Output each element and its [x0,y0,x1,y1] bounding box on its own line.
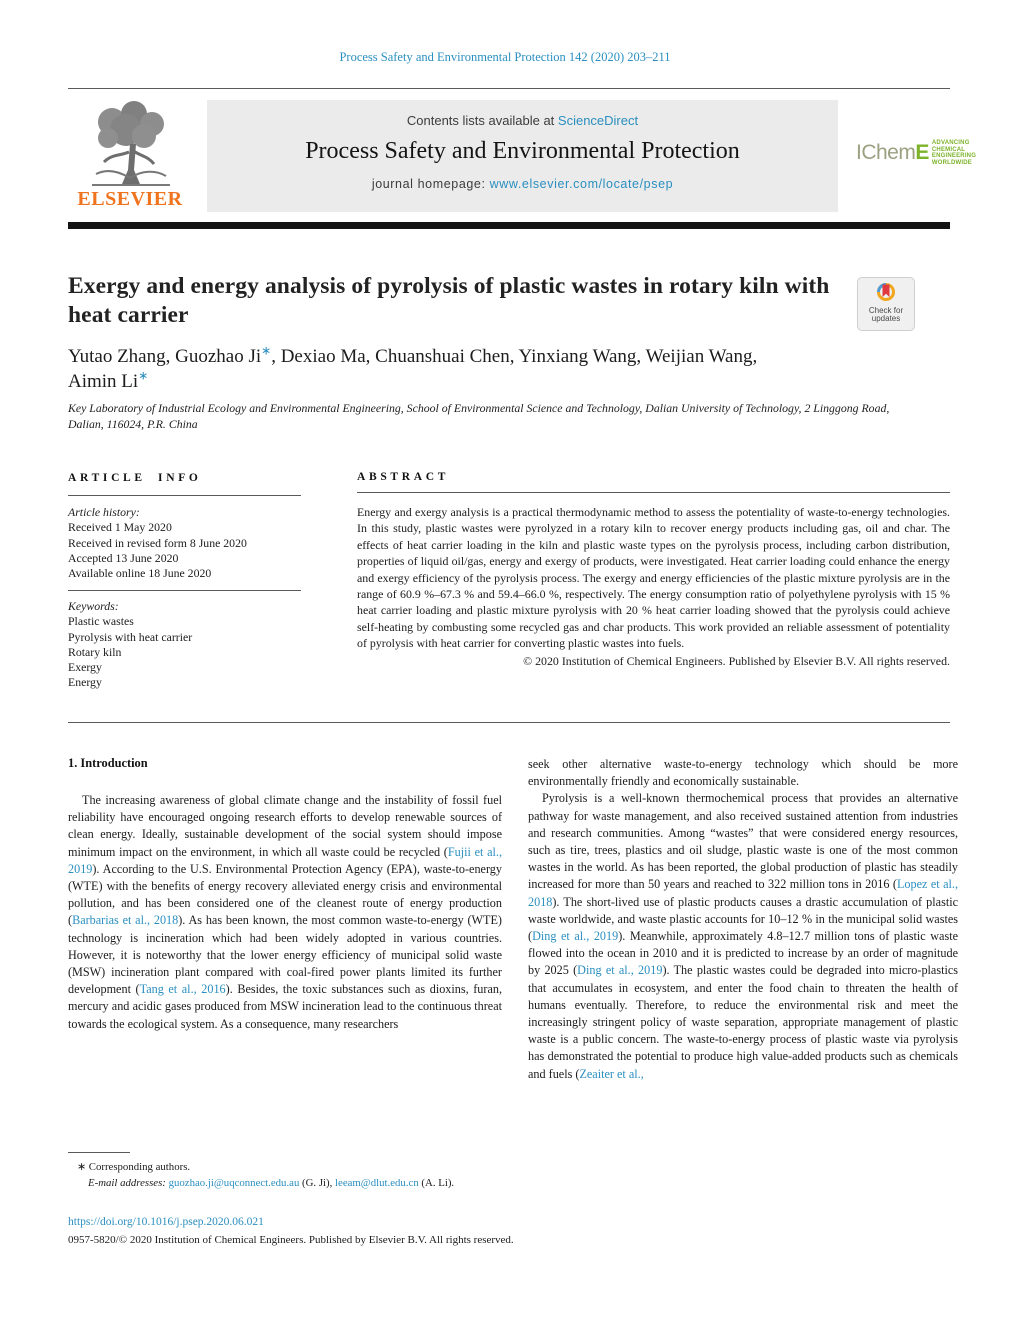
history-item: Received 1 May 2020 [68,520,172,535]
abstract-copyright: © 2020 Institution of Chemical Engineers. Published by Elsevier B.V. All rights reserved. [523,653,950,668]
keyword-item: Energy [68,675,102,690]
text-segment: (A. Li). [418,1176,455,1189]
abstract-text: Energy and exergy analysis is a practical thermodynamic method to assess the potentiality of waste-to-energy technologies. In this study, plastic wastes were pyrolyzed in a rotary kiln to recover energy products including gas, oil and char. The effects of heat carrier loading in the kiln and plastic waste types on the pyrolysis process, including carbon distribution, properties of liquid oil/gas, energy and exergy of products, were investigated. Heat carrier loading could enhance the energy and exergy efficiency of the pyrolysis process. The exergy and energy efficiencies of the plastic mixture pyrolysis are in the range of 60.9 %–67.3 % and 59.4–66.0 %, respectively. The energy consumption ratio of polyethylene pyrolysis with 15 % heat carrier loading and plastic mixture pyrolysis with 20 % heat carrier loading showed that the pyrolysis could achieve self-heating by combusting some recycled gas and char products. This work provided an reliable assessment of potentiality of pyrolysis with heat carrier for converting plastic wastes into fuels. [357,505,950,651]
corresponding-author-marker[interactable]: ∗ [261,343,272,358]
author-list [68,344,808,394]
history-item: Accepted 13 June 2020 [68,550,179,565]
icheme-tagline-line: CHEMICAL [931,146,966,153]
abstract-heading: ABSTRACT [357,471,450,483]
body-left-column [68,756,502,1033]
check-updates-label-2: updates [871,314,901,323]
section-heading-introduction: 1. Introduction [68,756,148,770]
citation-link[interactable]: Barbarias et al., 2018 [72,913,179,928]
affiliation: Key Laboratory of Industrial Ecology and Environmental Engineering, School of Environmental Science and Technology, Dalian University of Technology, 2 Linggong Road, Dalian, 116024, P.R. China [68,401,890,431]
text-segment: Yutao Zhang, Guozhao Ji [68,346,262,367]
citation-link[interactable]: Tang et al., 2016 [139,982,226,997]
header-black-bar [68,222,950,229]
article-history-label: Article history: [68,505,140,520]
text-segment: ). The short-lived use of plastic products causes a drastic accumulation of plastic waste worldwide, and waste plastic accounts for 10–12 % in the municipal solid wastes ( [528,894,958,944]
intro-paragraph-left [68,792,502,1033]
icheme-wordmark-e: E [915,141,929,164]
email-addresses-line [68,1176,502,1192]
doi-link[interactable]: https://doi.org/10.1016/j.psep.2020.06.021 [68,1216,264,1228]
citation-link[interactable]: Ding et al., 2019 [577,963,663,978]
text-segment: The increasing awareness of global climate change and the instability of fossil fuel reliability have encouraged ongoing research efforts to develop renewable sources of clean energy. Ideally, sustainable development of the social system should impose minimum impact on the environment, in which all waste could be recycled ( [68,793,502,859]
text-segment: , Dexiao Ma, Chuanshuai Chen, Yinxiang Wang, Weijian Wang, Aimin Li [68,346,758,393]
text-segment: ). According to the U.S. Environmental Protection Agency (EPA), waste-to-energy (WTE) with the benefits of energy recovery alleviated energy crisis and environmental pollution, and has been considered one of the cleanest route of energy production ( [68,861,502,928]
keyword-item: Rotary kiln [68,644,122,659]
homepage-line [207,177,838,191]
divider [68,495,301,496]
text-segment: Pyrolysis is a well-known thermochemical process that provides an alternative pathway for waste management, and also received sustained attention from industries and research communities. Among “wastes” that were considered energy resources, such as tire, trees, plastics and oil sludge, plastic waste is one of the most common wastes in the world. As has been reported, the global production of plastic has steadily increased for more than 50 years and reached to 322 million tons in 2016 ( [528,791,958,892]
journal-title: Process Safety and Environmental Protection [305,138,740,164]
article-title: Exergy and energy analysis of pyrolysis of plastic wastes in rotary kiln with heat carrier [68,273,830,329]
body-right-column [528,756,958,1083]
citation-link[interactable]: Ding et al., 2019 [532,929,619,944]
intro-paragraph-right-1: seek other alternative waste-to-energy technology which should be more environmentally friendly and economically sustainable. [528,757,958,789]
divider [68,590,301,591]
citation-link[interactable]: Lopez et al., 2018 [528,877,958,909]
icheme-logo [856,140,977,166]
divider-mid [68,722,950,723]
keyword-item: Exergy [68,660,102,675]
text-segment: ). The plastic wastes could be degraded into micro-plastics that accumulates in ecosystem, and enter the food chain to threaten the health of humans eventually. Therefore, to reduce the environmental risk and meet the increasingly stringent policy of waste separation, appropriate management of plastic waste is a public concern. The waste-to-energy process of plastic waste via pyrolysis has demonstrated the potential to produce high value-added products such as chemicals and fuels ( [528,963,959,1081]
divider [357,492,950,493]
contents-prefix: Contents lists available at [406,113,558,128]
citation-link[interactable]: Fujii et al., 2019 [68,844,503,876]
keyword-item: Pyrolysis with heat carrier [68,629,193,644]
icheme-tagline-line: ADVANCING [931,140,970,146]
homepage-url-link[interactable]: www.elsevier.com/locate/psep [489,177,674,191]
icheme-wordmark-left: IChem [856,141,916,164]
issn-copyright-line: 0957-5820/© 2020 Institution of Chemical Engineers. Published by Elsevier B.V. All rights reserved. [68,1234,514,1246]
history-item: Received in revised form 8 June 2020 [68,535,247,550]
elsevier-tree-icon [82,100,178,190]
icheme-tagline-line: WORLDWIDE [931,159,973,166]
footnote [68,1152,502,1191]
footnote-rule [68,1152,130,1153]
icheme-tagline [932,140,976,166]
text-segment: ). Meanwhile, approximately 4.8–12.7 million tons of plastic waste flowed into the ocean in 2010 and it is predicted to increase by an order of magnitude by 2025 ( [528,929,958,978]
crossmark-icon [875,282,897,304]
journal-reference: Process Safety and Environmental Protection 142 (2020) 203–211 [339,50,671,64]
journal-header-box [207,100,838,212]
contents-line [207,113,838,128]
email-link[interactable]: guozhao.ji@uqconnect.edu.au [168,1176,300,1189]
citation-link[interactable]: Zeaiter et al., [579,1066,644,1081]
intro-paragraph-right-2 [528,790,958,1082]
elsevier-wordmark: ELSEVIER [77,188,183,210]
keywords-label: Keywords: [68,599,119,614]
icheme-wordmark [856,141,929,165]
article-info-column [68,471,301,690]
email-addresses-label: E-mail addresses: [88,1176,169,1189]
elsevier-logo [68,100,192,215]
abstract-column [357,471,950,669]
check-updates-label-1: Check for [868,305,904,315]
article-info-heading: ARTICLE INFO [68,472,202,484]
history-item: Available online 18 June 2020 [68,566,212,581]
corresponding-author-marker[interactable]: ∗ [138,368,149,383]
sciencedirect-link[interactable]: ScienceDirect [557,113,639,128]
text-segment: ). Besides, the toxic substances such as dioxins, furan, mercury and acidic gases produced from MSW incineration lead to the continuous threat towards the ecological system. As a consequence, many researchers [68,982,503,1031]
check-for-updates-badge[interactable] [857,277,915,331]
text-segment: (G. Ji), [299,1176,336,1189]
divider-top [68,88,950,89]
corresponding-authors-note: ∗ Corresponding authors. [77,1161,191,1173]
icheme-tagline-line: ENGINEERING [931,153,977,159]
email-link[interactable]: leeam@dlut.edu.cn [335,1176,419,1189]
homepage-label: journal homepage: [371,177,490,191]
text-segment: ). As has been known, the most common waste-to-energy (WTE) technology is incineration which had been widely adopted in various countries. However, it is noteworthy that the lower energy efficiency of municipal solid waste (MSW) incineration plant compared with coal-fired power plants limited its further development ( [68,913,502,997]
keyword-item: Plastic wastes [68,614,134,629]
